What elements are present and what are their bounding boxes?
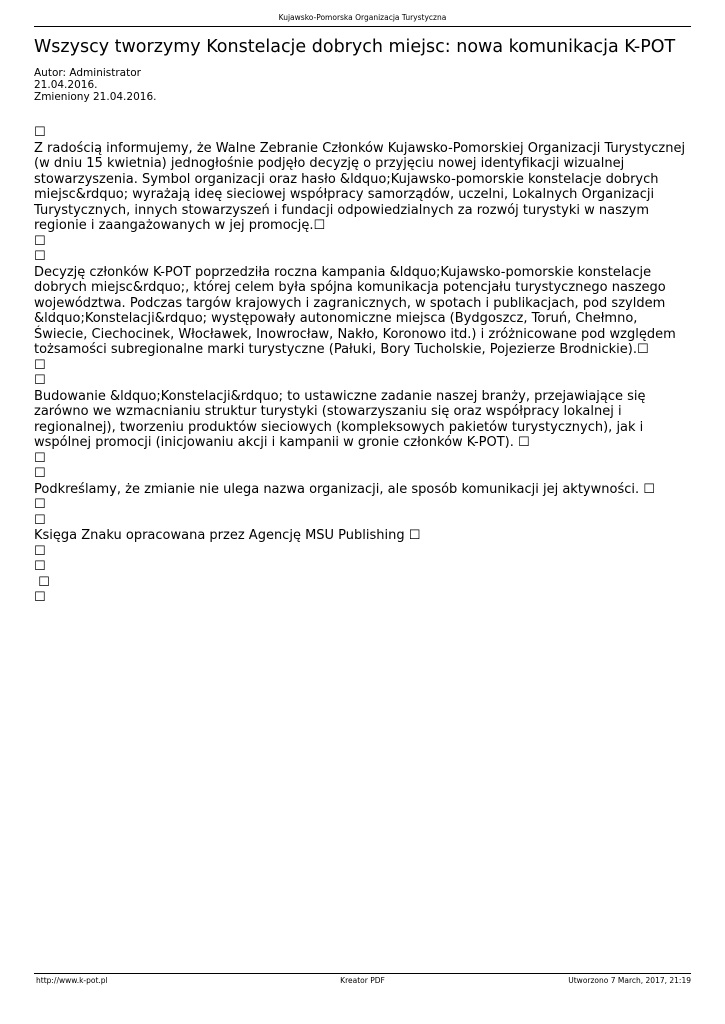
placeholder-box — [34, 590, 686, 606]
missing-glyph-icon: ☐ — [34, 233, 46, 249]
missing-glyph-icon: ☐ — [518, 435, 530, 450]
missing-glyph-icon: ☐ — [313, 218, 326, 233]
footer-created-date: Utworzono 7 March, 2017, 21:19 — [568, 976, 691, 985]
paragraph-intro — [34, 141, 686, 234]
missing-glyph-icon: ☐ — [643, 481, 655, 497]
article-meta — [34, 67, 156, 103]
placeholder-box — [34, 575, 686, 591]
placeholder-box — [34, 559, 686, 575]
placeholder-box — [34, 234, 686, 250]
footer-divider — [34, 973, 691, 974]
paragraph-text: Budowanie &ldquo;Konstelacji&rdquo; to ustawiczne zadanie naszej branży, przejawiające się zarówno we wzmacnianiu struktur turystyki (stowarzyszaniu się oraz współpracy lokalnej i regionalnej), tworzeniu produktów sieciowych (kompleksowych pakietów turystycznych), jak i wspólnej promocji (inicjowaniu akcji i kampanii w gronie członków K-POT). — [34, 388, 646, 450]
missing-glyph-icon: ☐ — [636, 342, 649, 357]
missing-glyph-icon: ☐ — [34, 466, 46, 481]
missing-glyph-icon: ☐ — [38, 574, 50, 590]
missing-glyph-icon: ☐ — [34, 373, 46, 388]
footer-generator: Kreator PDF — [340, 976, 385, 985]
missing-glyph-icon: ☐ — [34, 357, 46, 373]
paragraph-constellation — [34, 389, 686, 451]
paragraph-name-note — [34, 482, 686, 498]
running-header: Kujawsko-Pomorska Organizacja Turystyczna — [278, 13, 447, 22]
article-title: Wszyscy tworzymy Konstelacje dobrych miejsc: nowa komunikacja K-POT — [34, 37, 676, 57]
paragraph-brand-book — [34, 528, 686, 544]
missing-glyph-icon: ☐ — [34, 249, 46, 264]
paragraph-campaign — [34, 265, 686, 358]
missing-glyph-icon: ☐ — [34, 497, 46, 512]
missing-glyph-icon: ☐ — [34, 125, 46, 140]
placeholder-box — [34, 544, 686, 560]
publish-date: 21.04.2016. — [34, 79, 98, 91]
placeholder-box — [34, 513, 686, 529]
author-line: Autor: Administrator — [34, 67, 141, 79]
placeholder-box — [34, 466, 686, 482]
missing-glyph-icon: ☐ — [34, 450, 46, 466]
paragraph-text: Decyzję członków K-POT poprzedziła roczna kampania &ldquo;Kujawsko-pomorskie konstelacje dobrych miejsc&rdquo;, której celem była spójna komunikacja potencjału turystycznego naszego województwa. Podczas targów krajowych i zagranicznych, w spotach i publikacjach, pod szyldem &ldquo;Konstelacji&rdquo; występowały autonomiczne miejsca (Bydgoszcz, Toruń, Chełmno, Świecie, Ciechocinek, Włocławek, Inowrocław, Nakło, Koronowo itd.) i zróżnicowane pod względem tożsamości subregionalne marki turystyczne (Pałuki, Bory Tucholskie, Pojezierze Brodnickie). — [34, 264, 676, 357]
modified-date: Zmieniony 21.04.2016. — [34, 91, 157, 103]
placeholder-box — [34, 249, 686, 265]
paragraph-text: Księga Znaku opracowana przez Agencję MSU Publishing — [34, 528, 409, 543]
paragraph-text: Podkreślamy, że zmianie nie ulega nazwa organizacji, ale sposób komunikacji jej aktywności. — [34, 481, 644, 497]
missing-glyph-icon: ☐ — [34, 590, 46, 605]
placeholder-box — [34, 358, 686, 374]
footer-url-link[interactable]: http://www.k-pot.pl — [36, 976, 108, 985]
placeholder-box — [34, 497, 686, 513]
header-divider — [34, 26, 691, 27]
placeholder-box — [34, 373, 686, 389]
missing-glyph-icon: ☐ — [34, 559, 46, 574]
paragraph-text: Z radością informujemy, że Walne Zebranie Członków Kujawsko-Pomorskiej Organizacji Turystycznej (w dniu 15 kwietnia) jednogłośnie podjęło decyzję o przyjęciu nowej identyfikacji wizualnej stowarzyszenia. Symbol organizacji oraz hasło &ldquo;Kujawsko-pomorskie konstelacje dobrych miejsc&rdquo; wyrażają ideę sieciowej współpracy samorządów, uczelni, Lokalnych Organizacji Turystycznych, innych stowarzyszeń i fundacji odpowiedzialnych za rozwój turystyki w naszym regionie i zaangażowanych w jej promocję. — [34, 140, 686, 233]
placeholder-box — [34, 125, 686, 141]
missing-glyph-icon: ☐ — [34, 543, 46, 559]
missing-glyph-icon: ☐ — [34, 512, 46, 528]
article-body — [34, 125, 686, 606]
placeholder-box — [34, 451, 686, 467]
missing-glyph-icon: ☐ — [408, 528, 421, 543]
